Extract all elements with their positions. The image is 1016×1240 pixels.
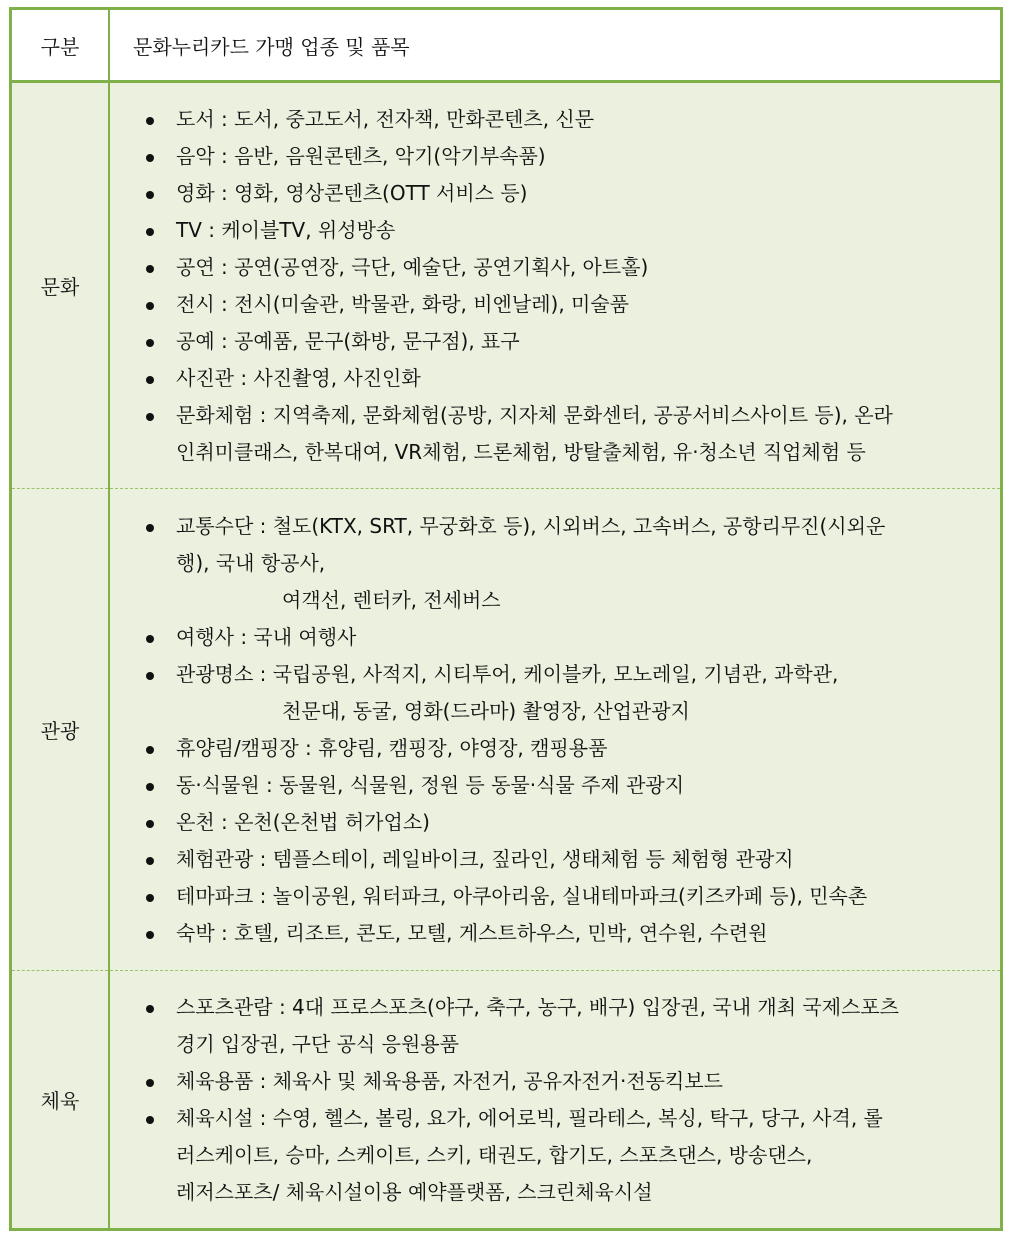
list-item [146,286,972,323]
item-text: 공예 : 공예품, 문구(화방, 문구점), 표구 [176,328,520,353]
list-item [146,249,972,286]
bullet-icon [146,524,154,532]
item-text-continued: 인취미클래스, 한복대여, VR체험, 드론체험, 방탈출체험, 유·청소년 직업체험 등 [176,439,866,464]
item-text: 온천 : 온천(온천법 허가업소) [176,809,430,834]
list-item [146,397,972,471]
header-category: 구분 [12,10,109,82]
list-item [146,1063,972,1100]
list-item [146,841,972,878]
item-text: 사진관 : 사진촬영, 사진인화 [176,365,421,390]
item-text: 문화체험 : 지역축제, 문화체험(공방, 지자체 문화센터, 공공서비스사이트 등), 온라 [176,402,893,427]
list-item [146,730,972,767]
bullet-icon [146,339,154,347]
list-item [146,138,972,175]
section-row-tourism [12,489,1000,971]
list-item [146,508,972,619]
list-item [146,878,972,915]
item-text: 교통수단 : 철도(KTX, SRT, 무궁화호 등), 시외버스, 고속버스, 공항리무진(시외운 [176,513,886,538]
item-text-continued: 행), 국내 항공사, [176,550,326,575]
bullet-icon [146,413,154,421]
bullet-icon [146,931,154,939]
item-list [110,989,1000,1211]
list-item [146,1100,972,1211]
item-text-continued: 경기 입장권, 구단 공식 응원용품 [176,1031,459,1056]
list-item [146,619,972,656]
bullet-icon [146,376,154,384]
bullet-icon [146,635,154,643]
item-text: 스포츠관람 : 4대 프로스포츠(야구, 축구, 농구, 배구) 입장권, 국내 개최 국제스포츠 [176,994,899,1019]
item-text: 음악 : 음반, 음원콘텐츠, 악기(악기부속품) [176,143,546,168]
category-table [12,10,1000,1228]
list-item [146,989,972,1063]
bullet-icon [146,857,154,865]
section-row-culture [12,82,1000,489]
list-item [146,101,972,138]
item-text: 공연 : 공연(공연장, 극단, 예술단, 공연기획사, 아트홀) [176,254,649,279]
bullet-icon [146,894,154,902]
bullet-icon [146,1005,154,1013]
bullet-icon [146,302,154,310]
item-text: TV : 케이블TV, 위성방송 [176,217,396,242]
section-row-sports [12,971,1000,1229]
table-header-row [12,10,1000,82]
list-item [146,804,972,841]
list-item [146,360,972,397]
list-item [146,915,972,952]
item-text-continued: 러스케이트, 승마, 스케이트, 스키, 태권도, 합기도, 스포츠댄스, 방송댄스, [176,1142,813,1167]
item-text: 휴양림/캠핑장 : 휴양림, 캠핑장, 야영장, 캠핑용품 [176,735,608,760]
item-text: 체육용품 : 체육사 및 체육용품, 자전거, 공유자전거·전동킥보드 [176,1068,723,1093]
bullet-icon [146,1079,154,1087]
item-text: 동·식물원 : 동물원, 식물원, 정원 등 동물·식물 주제 관광지 [176,772,685,797]
section-label: 체육 [12,971,109,1229]
item-text: 도서 : 도서, 중고도서, 전자책, 만화콘텐츠, 신문 [176,106,595,131]
item-text: 영화 : 영화, 영상콘텐츠(OTT 서비스 등) [176,180,528,205]
item-list [110,101,1000,471]
section-items-cell [109,82,1000,489]
bullet-icon [146,672,154,680]
item-text: 여행사 : 국내 여행사 [176,624,357,649]
item-text: 테마파크 : 놀이공원, 워터파크, 아쿠아리움, 실내테마파크(키즈카페 등), 민속촌 [176,883,868,908]
list-item [146,656,972,730]
bullet-icon [146,820,154,828]
section-label: 문화 [12,82,109,489]
bullet-icon [146,154,154,162]
header-items: 문화누리카드 가맹 업종 및 품목 [109,10,1000,82]
section-items-cell [109,971,1000,1229]
list-item [146,212,972,249]
bullet-icon [146,265,154,273]
item-text: 체육시설 : 수영, 헬스, 볼링, 요가, 에어로빅, 필라테스, 복싱, 탁구, 당구, 사격, 롤 [176,1105,883,1130]
item-text-continued: 레저스포츠/ 체육시설이용 예약플랫폼, 스크린체육시설 [176,1179,653,1204]
item-text: 숙박 : 호텔, 리조트, 콘도, 모텔, 게스트하우스, 민박, 연수원, 수련원 [176,920,768,945]
item-text-continued: 여객선, 렌터카, 전세버스 [282,587,501,612]
bullet-icon [146,191,154,199]
bullet-icon [146,746,154,754]
category-table-frame [9,7,1003,1231]
list-item [146,175,972,212]
list-item [146,323,972,360]
list-item [146,767,972,804]
item-text: 관광명소 : 국립공원, 사적지, 시티투어, 케이블카, 모노레일, 기념관, 과학관, [176,661,839,686]
item-text-continued: 천문대, 동굴, 영화(드라마) 촬영장, 산업관광지 [282,698,690,723]
item-list [110,508,1000,952]
bullet-icon [146,783,154,791]
bullet-icon [146,1116,154,1124]
item-text: 전시 : 전시(미술관, 박물관, 화랑, 비엔날레), 미술품 [176,291,629,316]
section-items-cell [109,489,1000,971]
section-label: 관광 [12,489,109,971]
item-text: 체험관광 : 템플스테이, 레일바이크, 짚라인, 생태체험 등 체험형 관광지 [176,846,794,871]
bullet-icon [146,228,154,236]
bullet-icon [146,117,154,125]
